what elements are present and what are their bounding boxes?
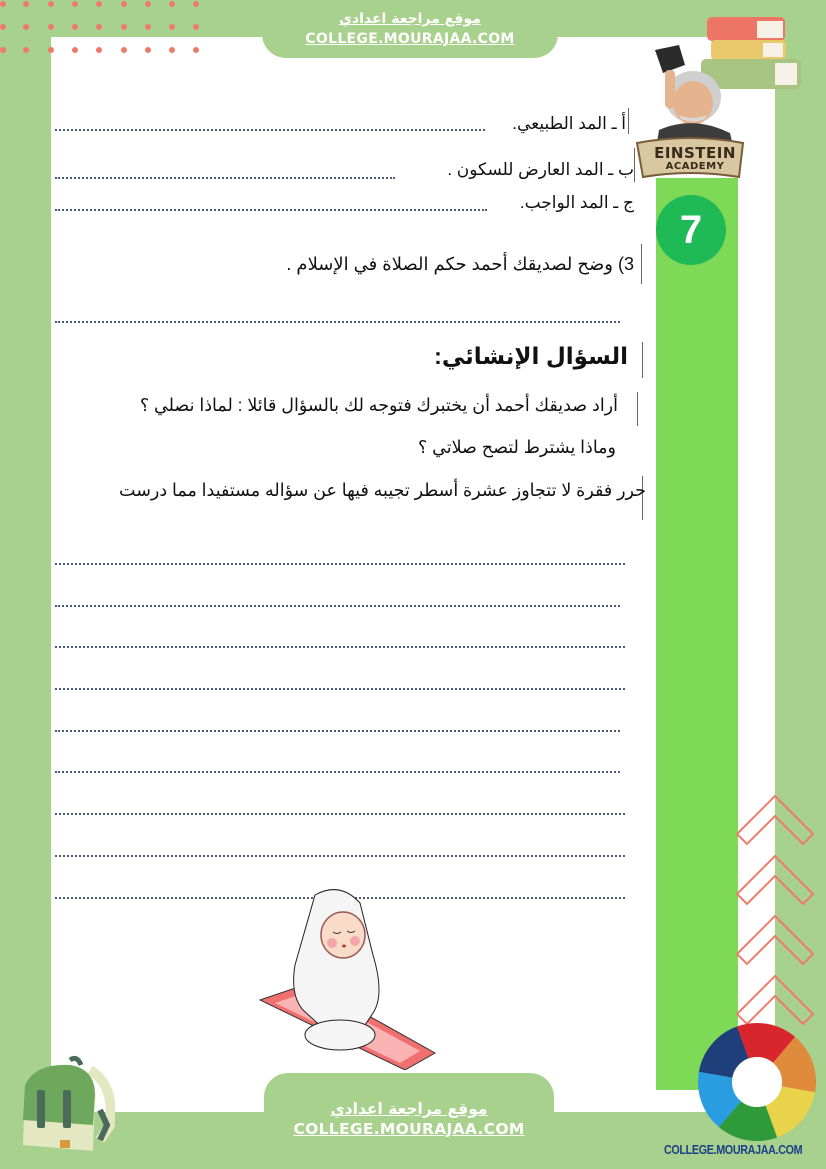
green-column [656,178,738,1090]
page-number-badge: 7 [656,195,726,265]
margin-bar [634,148,635,182]
left-strip [0,0,51,1169]
chevron-up-decoration [735,792,815,1042]
question-3: 3) وضح لصديقك أحمد حكم الصلاة في الإسلام . [286,254,634,274]
exercise-item-a-label: أ ـ المد الطبيعي. [512,114,626,133]
exercise-item-b-label: ب ـ المد العارض للسكون . [447,160,634,179]
essay-title: السؤال الإنشائي: [434,343,628,369]
essay-answer-line-4[interactable] [55,688,625,690]
exercise-item-c-label: ج ـ المد الواجب. [519,193,634,212]
dot-pattern-decoration [0,0,210,60]
margin-bar [642,342,643,378]
header-site-name: موقع مراجعة اعدادي [339,11,481,27]
prayer-mat-girl-icon [255,885,445,1070]
subjects-wheel-logo [695,1020,820,1145]
academy-name-line1: EINSTEIN [654,144,736,162]
question-3-answer-line[interactable] [55,321,620,323]
backpack-illustration [15,1055,115,1155]
essay-answer-line-7[interactable] [55,813,625,815]
essay-answer-line-8[interactable] [55,855,625,857]
footer-site-tab[interactable] [264,1073,554,1169]
essay-answer-line-6[interactable] [55,771,620,773]
margin-bar [637,392,638,426]
logo-site-url[interactable]: COLLEGE.MOURAJAA.COM [664,1143,803,1157]
footer-site-name: موقع مراجعة اعدادي [330,1100,488,1118]
einstein-academy-logo [635,15,805,185]
essay-answer-line-3[interactable] [55,646,625,648]
backpack-icon [15,1055,115,1155]
exercise-item-b-answer-line[interactable] [55,177,395,179]
essay-answer-line-1[interactable] [55,563,625,565]
essay-instruction-clip [51,478,646,508]
essay-prompt-line1: أراد صديقك أحمد أن يختبرك فتوجه لك بالسؤال قائلا : لماذا نصلي ؟ [139,395,618,415]
margin-bar [641,244,642,284]
praying-girl-illustration [255,885,445,1070]
essay-answer-line-2[interactable] [55,605,620,607]
essay-prompt-line2: وماذا يشترط لتصح صلاتي ؟ [418,437,616,457]
essay-instruction: حرر فقرة لا تتجاوز عشرة أسطر تجيبه فيها عن سؤاله مستفيدا مما درست [119,480,646,500]
exercise-item-c-answer-line[interactable] [55,209,487,211]
margin-bar [628,108,629,134]
header-site-url[interactable]: COLLEGE.MOURAJAA.COM [305,31,515,47]
exercise-item-a-answer-line[interactable] [55,129,485,131]
essay-answer-line-5[interactable] [55,730,620,732]
header-site-tab[interactable] [262,0,558,58]
chevron-up-icon [735,792,815,1042]
education-wheel-icon [695,1020,820,1145]
footer-site-url[interactable]: COLLEGE.MOURAJAA.COM [293,1120,525,1138]
academy-name-line2: ACADEMY [665,161,725,172]
